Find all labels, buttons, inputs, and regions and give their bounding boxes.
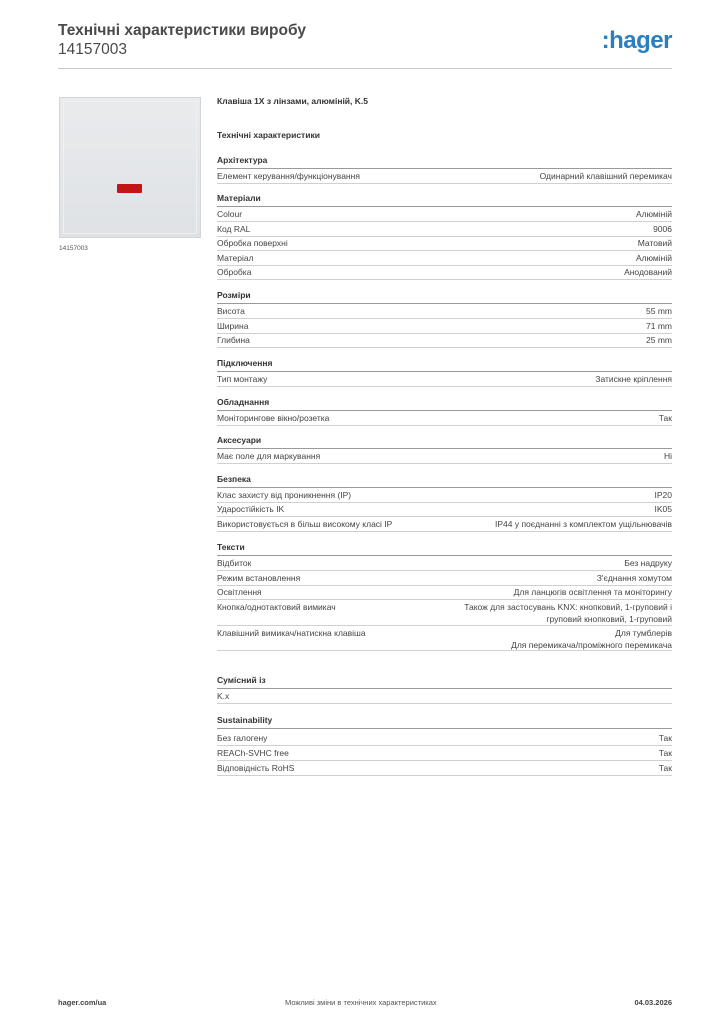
spec-row xyxy=(217,207,672,222)
spec-row xyxy=(217,600,672,626)
spec-value-line: груповий кнопковий, 1-груповий xyxy=(546,613,672,624)
spec-row xyxy=(217,556,672,571)
footer-disclaimer: Можливі зміни в технічних характеристиках xyxy=(285,998,437,1007)
spec-value: Для ланцюгів освітлення та моніторингу xyxy=(513,587,672,597)
spec-row xyxy=(217,731,672,746)
spec-row xyxy=(217,626,672,651)
spec-value: 55 mm xyxy=(646,306,672,316)
spec-label: Освітлення xyxy=(217,587,262,597)
indicator-lens xyxy=(117,184,142,193)
spec-value: Без надруку xyxy=(624,558,672,568)
spec-value: Так xyxy=(658,748,672,758)
section-heading: Сумісний із xyxy=(217,675,672,689)
section-heading: Архітектура xyxy=(217,155,672,169)
section-heading: Розміри xyxy=(217,290,672,304)
spec-label: Ударостійкість IK xyxy=(217,504,285,514)
spec-value: З'єднання хомутом xyxy=(596,573,672,583)
image-caption: 14157003 xyxy=(59,245,88,252)
spec-value: Так xyxy=(658,763,672,773)
spec-label: Використовується в більш високому класі IP xyxy=(217,519,393,529)
spec-label: REACh-SVHC free xyxy=(217,748,289,758)
switch-plate xyxy=(63,101,197,234)
spec-label: Кнопка/однотактовий вимикач xyxy=(217,602,336,612)
spec-value: Так xyxy=(658,413,672,423)
spec-value: 9006 xyxy=(653,224,672,234)
spec-row xyxy=(217,251,672,266)
spec-row xyxy=(217,169,672,184)
spec-value-line: Для тумблерів xyxy=(615,628,672,638)
spec-row xyxy=(217,372,672,387)
spec-label: Елемент керування/функціонування xyxy=(217,171,360,181)
spec-value: Ні xyxy=(663,451,672,461)
section-heading: Аксесуари xyxy=(217,435,672,449)
section-heading: Тексти xyxy=(217,542,672,556)
spec-row xyxy=(217,761,672,776)
spec-value: Алюміній xyxy=(636,209,672,219)
spec-value: Анодований xyxy=(624,267,672,277)
spec-value: IP20 xyxy=(654,490,672,500)
spec-row xyxy=(217,502,672,517)
spec-value xyxy=(464,602,672,625)
spec-value: Затискне кріплення xyxy=(595,374,672,384)
spec-label: Глибина xyxy=(217,335,250,345)
product-name: Клавіша 1X з лінзами, алюміній, K.5 xyxy=(217,96,368,106)
spec-value: Так xyxy=(658,733,672,743)
spec-label: Матеріал xyxy=(217,253,254,263)
footer-website-link[interactable]: hager.com/ua xyxy=(58,998,107,1007)
spec-row xyxy=(217,411,672,426)
spec-label: Без галогену xyxy=(217,733,268,743)
spec-row xyxy=(217,265,672,280)
spec-row xyxy=(217,585,672,600)
spec-row xyxy=(217,222,672,237)
spec-label: Тип монтажу xyxy=(217,374,268,384)
section-heading: Sustainability xyxy=(217,715,672,729)
spec-row xyxy=(217,517,672,532)
spec-value: 25 mm xyxy=(646,335,672,345)
spec-row xyxy=(217,304,672,319)
spec-row xyxy=(217,319,672,334)
spec-row xyxy=(217,488,672,503)
section-heading: Обладнання xyxy=(217,397,672,411)
spec-row xyxy=(217,746,672,761)
spec-row xyxy=(217,571,672,586)
spec-row xyxy=(217,689,672,704)
spec-label: Клавішний вимикач/натискна клавіша xyxy=(217,628,366,638)
spec-row xyxy=(217,236,672,251)
spec-label: Код RAL xyxy=(217,224,251,234)
spec-label: Відповідність RoHS xyxy=(217,763,295,773)
section-heading: Матеріали xyxy=(217,193,672,207)
spec-label: Висота xyxy=(217,306,245,316)
spec-value: IK05 xyxy=(654,504,672,514)
hager-logo: :hager xyxy=(601,27,672,54)
section-heading: Безпека xyxy=(217,474,672,488)
document-title: Технічні характеристики виробу xyxy=(58,22,306,39)
spec-label: Обробка поверхні xyxy=(217,238,288,248)
product-code: 14157003 xyxy=(58,41,127,58)
spec-label: Має поле для маркування xyxy=(217,451,321,461)
spec-value-line: Також для застосувань KNX: кнопковий, 1-груповий і xyxy=(464,602,672,612)
spec-label: Відбиток xyxy=(217,558,252,568)
spec-value xyxy=(511,628,672,651)
section-heading: Підключення xyxy=(217,358,672,372)
specifications-title: Технічні характеристики xyxy=(217,130,320,140)
spec-label: Моніторингове вікно/розетка xyxy=(217,413,330,423)
spec-value: IP44 у поєднанні з комплектом ущільнювачів xyxy=(494,519,672,529)
spec-label: Colour xyxy=(217,209,243,219)
spec-label: Клас захисту від проникнення (IP) xyxy=(217,490,352,500)
page-footer xyxy=(58,998,672,1012)
footer-date: 04.03.2026 xyxy=(634,998,672,1007)
spec-row xyxy=(217,449,672,464)
spec-value: Алюміній xyxy=(636,253,672,263)
product-image xyxy=(59,97,201,238)
spec-row xyxy=(217,333,672,348)
spec-label: Ширина xyxy=(217,321,249,331)
page-header xyxy=(58,22,672,70)
spec-value-line: Для перемикача/проміжного перемикача xyxy=(511,639,672,650)
spec-value: Матовий xyxy=(637,238,672,248)
spec-label: Режим встановлення xyxy=(217,573,301,583)
spec-label: Обробка xyxy=(217,267,252,277)
spec-label: K.x xyxy=(217,691,230,701)
spec-value: Одинарний клавішний перемикач xyxy=(539,171,672,181)
spec-value: 71 mm xyxy=(646,321,672,331)
header-divider xyxy=(58,68,672,69)
